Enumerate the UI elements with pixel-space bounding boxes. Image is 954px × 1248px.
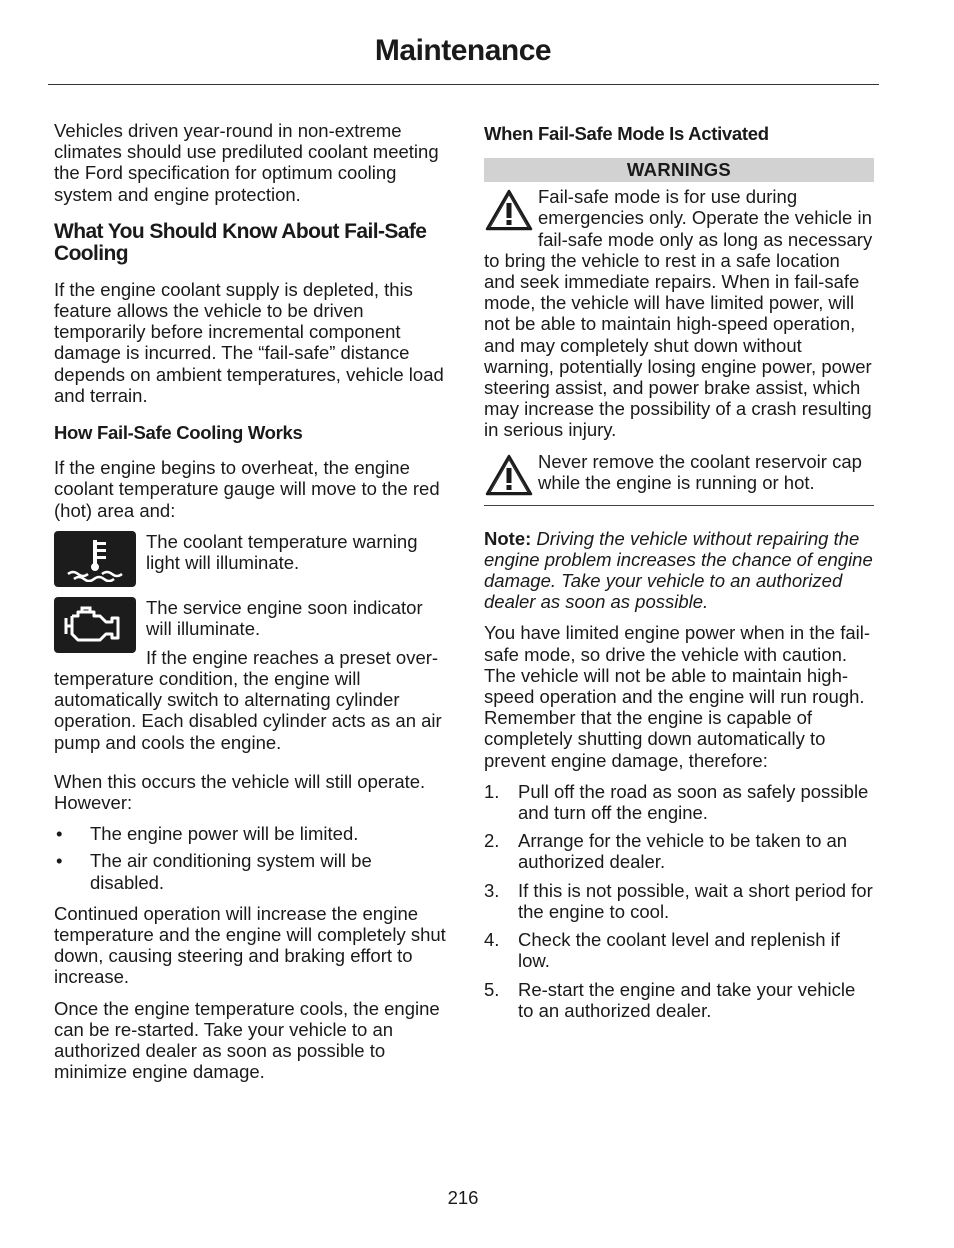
engine-indicator-text: The service engine soon indicator will illuminate. — [146, 596, 423, 640]
list-item — [484, 830, 874, 872]
coolant-temperature-icon — [54, 531, 136, 587]
coolant-indicator-row — [54, 531, 446, 587]
occurs-paragraph: When this occurs the vehicle will still operate. However: — [54, 770, 426, 814]
warning-triangle-icon — [484, 188, 534, 232]
warning-item — [484, 451, 874, 497]
power-paragraph: You have limited engine power when in the fail-safe mode, so drive the vehicle with caution. The vehicle will not be able to maintain high-speed operation and the engine will run rough. Remember that the engine is capable of completely shutting down automatically to prevent engine damage, therefore: — [484, 622, 871, 771]
check-engine-icon — [54, 597, 136, 653]
note-label: Note: — [484, 527, 532, 549]
step-number: 2. — [484, 830, 500, 852]
bullet-text: The air conditioning system will be disabled. — [90, 850, 372, 893]
list-item — [484, 929, 874, 971]
list-item — [484, 880, 874, 922]
step-text: If this is not possible, wait a short period for the engine to cool. — [518, 879, 873, 922]
list-item — [54, 823, 446, 844]
note-paragraph — [484, 528, 874, 613]
warnings-divider — [484, 505, 874, 506]
list-item — [484, 979, 874, 1021]
section-paragraph: If the engine coolant supply is depleted, this feature allows the vehicle to be driven temporarily before incremental component damage is incurred. The “fail-safe” distance depends on ambient temperatures, vehicle load and terrain. — [54, 278, 444, 406]
page-title: Maintenance — [374, 34, 552, 67]
list-item — [54, 850, 446, 892]
step-number: 5. — [484, 978, 500, 1000]
bullet-mark: • — [56, 823, 63, 845]
title-divider — [48, 84, 879, 85]
step-text: Arrange for the vehicle to be taken to an authorized dealer. — [518, 830, 848, 873]
left-column — [54, 120, 446, 1093]
engine-indicator-row — [54, 597, 446, 653]
note-text: Driving the vehicle without repairing the engine problem increases the chance of engine damage. Take your vehicle to an authorized dealer as soon as possible. — [484, 527, 873, 613]
page-number: 216 — [447, 1187, 479, 1208]
warnings-header: WARNINGS — [484, 158, 874, 182]
step-text: Re-start the engine and take your vehicle to an authorized dealer. — [518, 978, 856, 1021]
step-number: 1. — [484, 780, 500, 802]
overheat-paragraph: If the engine begins to overheat, the engine coolant temperature gauge will move to the red (hot) area and: — [54, 457, 440, 521]
step-text: Pull off the road as soon as safely possible and turn off the engine. — [518, 780, 869, 824]
preset-paragraph: If the engine reaches a preset over-temperature condition, the engine will automatically switch to alternating cylinder operation. Each disabled cylinder acts as an air pump and cools the engine. — [54, 646, 442, 753]
step-text: Check the coolant level and replenish if low. — [518, 929, 840, 972]
bullet-mark: • — [56, 850, 63, 872]
list-item — [484, 781, 874, 823]
continued-paragraph: Continued operation will increase the engine temperature and the engine will completely shut down, causing steering and braking effort to increase. — [54, 902, 446, 988]
coolant-indicator-text: The coolant temperature warning light will illuminate. — [146, 530, 418, 574]
step-number: 4. — [484, 929, 500, 951]
subheading: How Fail-Safe Cooling Works — [54, 422, 303, 444]
bullet-text: The engine power will be limited. — [90, 823, 359, 845]
warning-text: Fail-safe mode is for use during emergencies only. Operate the vehicle in fail-safe mode only as long as necessary to bring the vehicle to rest in a safe location and seek immediate repairs. When in fail-safe mode, the vehicle will have limited power, will not be able to maintain high-speed operation, and may completely shut down without warning, potentially losing engine power, power steering assist, and power brake assist, which may increase the possibility of a crash resulting in serious injury. — [484, 186, 873, 441]
right-heading: When Fail-Safe Mode Is Activated — [484, 123, 769, 144]
restart-paragraph: Once the engine temperature cools, the engine can be re-started. Take your vehicle to an authorized dealer as soon as possible to minimize engine damage. — [54, 997, 440, 1083]
intro-paragraph: Vehicles driven year-round in non-extreme climates should use prediluted coolant meeting the Ford specification for optimum cooling system and engine protection. — [54, 120, 439, 205]
warning-triangle-icon — [484, 453, 534, 497]
step-number: 3. — [484, 879, 500, 901]
section-heading: What You Should Know About Fail-Safe Cooling — [54, 219, 427, 265]
warning-text: Never remove the coolant reservoir cap while the engine is running or hot. — [538, 450, 862, 493]
warning-item — [484, 186, 874, 440]
right-column — [484, 120, 874, 1028]
